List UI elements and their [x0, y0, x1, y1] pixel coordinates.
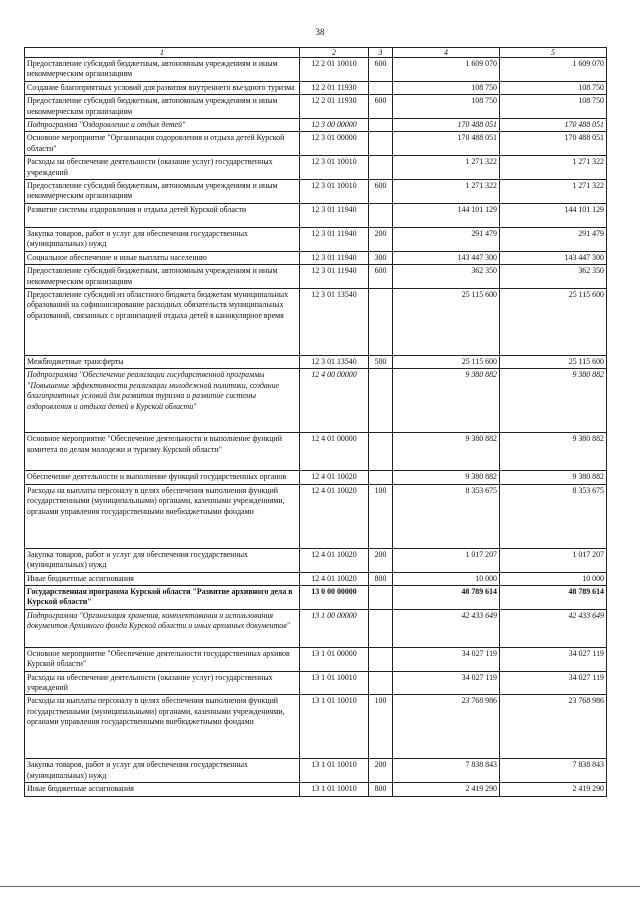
row-code: 12 3 01 11940	[300, 265, 369, 289]
row-name: Государственная программа Курской области "Развитие архивного дела в Курской области"	[25, 585, 300, 609]
row-amount-year-2: 170 488 051	[500, 119, 607, 132]
table-row	[25, 695, 607, 759]
row-name: Предоставление субсидий бюджетным, автономным учреждениям и иным некоммерческим организациям	[25, 58, 300, 82]
row-expense-type	[369, 288, 393, 355]
table-row	[25, 369, 607, 433]
table-row	[25, 58, 607, 82]
row-name: Межбюджетные трансферты	[25, 355, 300, 368]
row-code: 12 4 00 00000	[300, 369, 369, 433]
table-row	[25, 484, 607, 548]
row-amount-year-1: 362 350	[393, 265, 500, 289]
row-expense-type	[369, 119, 393, 132]
row-name: Закупка товаров, работ и услуг для обеспечения государственных (муниципальных) нужд	[25, 227, 300, 251]
row-expense-type	[369, 585, 393, 609]
table-row	[25, 572, 607, 585]
row-code: 12 4 01 00000	[300, 433, 369, 471]
table-row	[25, 585, 607, 609]
row-amount-year-1: 143 447 300	[393, 251, 500, 264]
header-col-4: 4	[393, 48, 500, 58]
row-amount-year-2: 23 768 986	[500, 695, 607, 759]
budget-table	[24, 47, 607, 797]
row-name: Предоставление субсидий бюджетным, автономным учреждениям и иным некоммерческим организациям	[25, 95, 300, 119]
header-col-5: 5	[500, 48, 607, 58]
row-amount-year-2: 10 000	[500, 572, 607, 585]
row-name: Иные бюджетные ассигнования	[25, 783, 300, 796]
header-col-1: 1	[25, 48, 300, 58]
row-name: Расходы на выплаты персоналу в целях обеспечения выполнения функций государственными (муниципальными) органами, казенными учреждениями, органами управления государственными внебюджетными фондами	[25, 484, 300, 548]
row-amount-year-1: 48 789 614	[393, 585, 500, 609]
row-name: Социальное обеспечение и иные выплаты населению	[25, 251, 300, 264]
row-amount-year-1: 144 101 129	[393, 203, 500, 227]
table-row	[25, 471, 607, 484]
row-expense-type	[369, 647, 393, 671]
row-amount-year-1: 2 419 290	[393, 783, 500, 796]
row-name: Расходы на обеспечение деятельности (оказание услуг) государственных учреждений	[25, 156, 300, 180]
row-expense-type: 800	[369, 783, 393, 796]
row-code: 12 4 01 10020	[300, 572, 369, 585]
row-expense-type: 600	[369, 95, 393, 119]
table-row	[25, 132, 607, 156]
table-row	[25, 251, 607, 264]
row-amount-year-2: 1 271 322	[500, 156, 607, 180]
row-amount-year-1: 34 027 119	[393, 647, 500, 671]
row-name: Подпрограмма "Обеспечение реализации государственной программы "Повышение эффективности реализации молодежной политики, создание благоприятных условий для развития туризма и развитие системы оздоровления и отдыха детей в Курской области"	[25, 369, 300, 433]
row-amount-year-2: 42 433 649	[500, 609, 607, 647]
row-code: 12 4 01 10020	[300, 548, 369, 572]
row-amount-year-2: 2 419 290	[500, 783, 607, 796]
row-expense-type	[369, 609, 393, 647]
row-expense-type	[369, 81, 393, 94]
table-row	[25, 671, 607, 695]
row-amount-year-2: 25 115 600	[500, 288, 607, 355]
row-amount-year-2: 362 350	[500, 265, 607, 289]
row-code: 12 2 01 11930	[300, 95, 369, 119]
row-amount-year-1: 25 115 600	[393, 288, 500, 355]
row-amount-year-2: 144 101 129	[500, 203, 607, 227]
row-expense-type: 600	[369, 180, 393, 204]
row-expense-type	[369, 203, 393, 227]
row-amount-year-1: 9 380 882	[393, 433, 500, 471]
row-amount-year-2: 7 838 843	[500, 759, 607, 783]
table-row	[25, 759, 607, 783]
row-name: Расходы на выплаты персоналу в целях обеспечения выполнения функций государственными (муниципальными) органами, казенными учреждениями, органами управления государственными внебюджетными фондами	[25, 695, 300, 759]
row-amount-year-1: 8 353 675	[393, 484, 500, 548]
row-code: 12 3 01 10010	[300, 180, 369, 204]
row-amount-year-1: 9 380 882	[393, 471, 500, 484]
row-code: 13 1 01 10010	[300, 671, 369, 695]
row-name: Основное мероприятие "Обеспечение деятельности государственных архивов Курской области"	[25, 647, 300, 671]
table-row	[25, 609, 607, 647]
row-amount-year-2: 9 380 882	[500, 369, 607, 433]
row-amount-year-2: 1 271 322	[500, 180, 607, 204]
row-expense-type	[369, 471, 393, 484]
row-name: Предоставление субсидий из областного бюджета бюджетам муниципальных образований на софинансирование расходных обязательств муниципальных образований, связанных с организацией отдыха детей в каникулярное время	[25, 288, 300, 355]
row-expense-type: 300	[369, 251, 393, 264]
row-code: 12 3 01 11940	[300, 251, 369, 264]
row-amount-year-2: 108 750	[500, 95, 607, 119]
row-amount-year-2: 291 479	[500, 227, 607, 251]
row-name: Иные бюджетные ассигнования	[25, 572, 300, 585]
row-amount-year-1: 1 271 322	[393, 156, 500, 180]
row-expense-type	[369, 671, 393, 695]
row-amount-year-2: 108 750	[500, 81, 607, 94]
row-code: 12 3 01 13540	[300, 355, 369, 368]
row-code: 12 4 01 10020	[300, 471, 369, 484]
row-expense-type	[369, 433, 393, 471]
row-amount-year-1: 9 380 882	[393, 369, 500, 433]
row-code: 12 3 01 11940	[300, 203, 369, 227]
row-amount-year-1: 291 479	[393, 227, 500, 251]
table-row	[25, 81, 607, 94]
row-amount-year-2: 34 027 119	[500, 647, 607, 671]
row-code: 13 1 00 00000	[300, 609, 369, 647]
header-col-3: 3	[369, 48, 393, 58]
table-row	[25, 288, 607, 355]
row-amount-year-1: 1 271 322	[393, 180, 500, 204]
row-code: 12 3 01 13540	[300, 288, 369, 355]
row-amount-year-2: 48 789 614	[500, 585, 607, 609]
row-amount-year-2: 8 353 675	[500, 484, 607, 548]
row-expense-type	[369, 156, 393, 180]
row-amount-year-2: 25 115 600	[500, 355, 607, 368]
row-name: Обеспечение деятельности и выполнение функций государственных органов	[25, 471, 300, 484]
row-code: 12 3 01 00000	[300, 132, 369, 156]
row-amount-year-1: 10 000	[393, 572, 500, 585]
row-amount-year-1: 1 017 207	[393, 548, 500, 572]
row-expense-type: 100	[369, 695, 393, 759]
row-name: Закупка товаров, работ и услуг для обеспечения государственных (муниципальных) нужд	[25, 548, 300, 572]
row-code: 13 1 01 00000	[300, 647, 369, 671]
row-code: 12 2 01 11930	[300, 81, 369, 94]
row-amount-year-2: 170 488 051	[500, 132, 607, 156]
row-name: Закупка товаров, работ и услуг для обеспечения государственных (муниципальных) нужд	[25, 759, 300, 783]
row-expense-type: 200	[369, 548, 393, 572]
page-number: 38	[315, 27, 325, 37]
row-amount-year-2: 1 017 207	[500, 548, 607, 572]
table-row	[25, 783, 607, 796]
row-name: Предоставление субсидий бюджетным, автономным учреждениям и иным некоммерческим организациям	[25, 180, 300, 204]
row-amount-year-2: 9 380 882	[500, 471, 607, 484]
row-code: 13 0 00 00000	[300, 585, 369, 609]
row-name: Предоставление субсидий бюджетным, автономным учреждениям и иным некоммерческим организациям	[25, 265, 300, 289]
row-amount-year-2: 9 380 882	[500, 433, 607, 471]
row-code: 12 4 01 10020	[300, 484, 369, 548]
row-amount-year-1: 170 488 051	[393, 132, 500, 156]
row-code: 12 2 01 10010	[300, 58, 369, 82]
row-code: 12 3 01 11940	[300, 227, 369, 251]
row-expense-type: 500	[369, 355, 393, 368]
row-amount-year-1: 25 115 600	[393, 355, 500, 368]
row-name: Подпрограмма "Оздоровление и отдых детей"	[25, 119, 300, 132]
table-row	[25, 119, 607, 132]
row-amount-year-1: 34 027 119	[393, 671, 500, 695]
row-name: Основное мероприятие "Обеспечение деятельности и выполнение функций комитета по делам молодежи и туризму Курской области"	[25, 433, 300, 471]
table-row	[25, 548, 607, 572]
row-expense-type	[369, 369, 393, 433]
row-name: Расходы на обеспечение деятельности (оказание услуг) государственных учреждений	[25, 671, 300, 695]
table-row	[25, 95, 607, 119]
row-amount-year-2: 34 027 119	[500, 671, 607, 695]
table-row	[25, 265, 607, 289]
row-amount-year-2: 1 609 070	[500, 58, 607, 82]
page-bottom-rule	[0, 886, 640, 887]
table-row	[25, 355, 607, 368]
table-row	[25, 647, 607, 671]
row-code: 12 3 01 10010	[300, 156, 369, 180]
row-code: 13 1 01 10010	[300, 783, 369, 796]
table-row	[25, 180, 607, 204]
table-row	[25, 433, 607, 471]
row-amount-year-1: 42 433 649	[393, 609, 500, 647]
row-name: Создание благоприятных условий для развития внутреннего въездного туризма	[25, 81, 300, 94]
row-code: 13 1 01 10010	[300, 759, 369, 783]
table-header-row	[25, 48, 607, 58]
row-amount-year-1: 108 750	[393, 81, 500, 94]
table-row	[25, 156, 607, 180]
row-amount-year-1: 1 609 070	[393, 58, 500, 82]
table-row	[25, 227, 607, 251]
row-code: 12 3 00 00000	[300, 119, 369, 132]
row-amount-year-1: 170 488 051	[393, 119, 500, 132]
row-name: Подпрограмма "Организация хранения, комплектования и использования документов Архивного фонда Курской области и иных архивных документов"	[25, 609, 300, 647]
row-amount-year-1: 7 838 843	[393, 759, 500, 783]
row-expense-type	[369, 132, 393, 156]
row-code: 13 1 01 10010	[300, 695, 369, 759]
row-name: Развитие системы оздоровления и отдыха детей Курской области	[25, 203, 300, 227]
row-name: Основное мероприятие "Организация оздоровления и отдыха детей Курской области"	[25, 132, 300, 156]
row-expense-type: 600	[369, 265, 393, 289]
row-expense-type: 200	[369, 759, 393, 783]
row-amount-year-2: 143 447 300	[500, 251, 607, 264]
row-expense-type: 100	[369, 484, 393, 548]
row-amount-year-1: 23 768 986	[393, 695, 500, 759]
header-col-2: 2	[300, 48, 369, 58]
row-amount-year-1: 108 750	[393, 95, 500, 119]
row-expense-type: 600	[369, 58, 393, 82]
row-expense-type: 200	[369, 227, 393, 251]
table-row	[25, 203, 607, 227]
row-expense-type: 800	[369, 572, 393, 585]
